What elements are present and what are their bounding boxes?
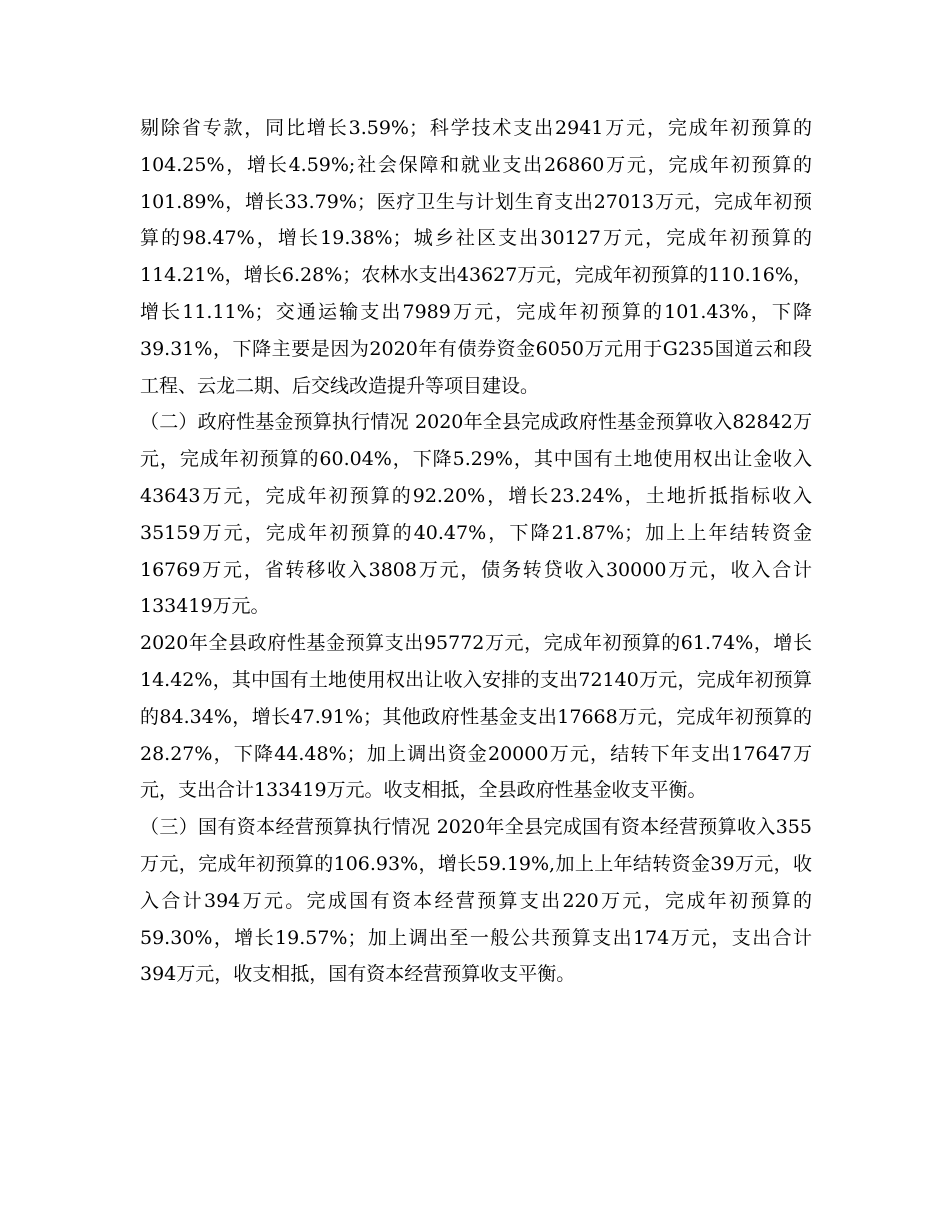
paragraph-fund-budget-revenue: （二）政府性基金预算执行情况 2020年全县完成政府性基金预算收入82842万元，完成年初预算的60.04%，下降5.29%，其中国有土地使用权出让金收入43643万元，完成年初预算的92.20%，增长23.24%，土地折抵指标收入35159万元，完成年初预算的40.47%，下降21.87%；加上上年结转资金16769万元，省转移收入3808万元，债务转贷收入30000万元，收入合计133419万元。 — [140, 411, 812, 618]
paragraph-general-expenditure: 剔除省专款，同比增长3.59%；科学技术支出2941万元，完成年初预算的104.25%，增长4.59%;社会保障和就业支出26860万元，完成年初预算的101.89%，增长33.79%；医疗卫生与计划生育支出27013万元，完成年初预算的98.47%，增长19.38%；城乡社区支出30127万元，完成年初预算的114.21%，增长6.28%；农林水支出43627万元，完成年初预算的110.16%，增长11.11%；交通运输支出7989万元，完成年初预算的101.43%，下降39.31%，下降主要是因为2020年有债券资金6050万元用于G235国道云和段工程、云龙二期、后交线改造提升等项目建设。 — [140, 117, 812, 397]
paragraph-fund-budget-expenditure: 2020年全县政府性基金预算支出95772万元，完成年初预算的61.74%，增长14.42%，其中国有土地使用权出让收入安排的支出72140万元，完成年初预算的84.34%，增长47.91%；其他政府性基金支出17668万元，完成年初预算的28.27%，下降44.48%；加上调出资金20000万元，结转下年支出17647万元，支出合计133419万元。收支相抵，全县政府性基金收支平衡。 — [140, 632, 812, 802]
paragraph-state-capital-budget: （三）国有资本经营预算执行情况 2020年全县完成国有资本经营预算收入355万元，完成年初预算的106.93%，增长59.19%,加上上年结转资金39万元，收入合计394万元。完成国有资本经营预算支出220万元，完成年初预算的59.30%，增长19.57%；加上调出至一般公共预算支出174万元，支出合计394万元，收支相抵，国有资本经营预算收支平衡。 — [140, 816, 812, 986]
document-page — [140, 110, 812, 993]
